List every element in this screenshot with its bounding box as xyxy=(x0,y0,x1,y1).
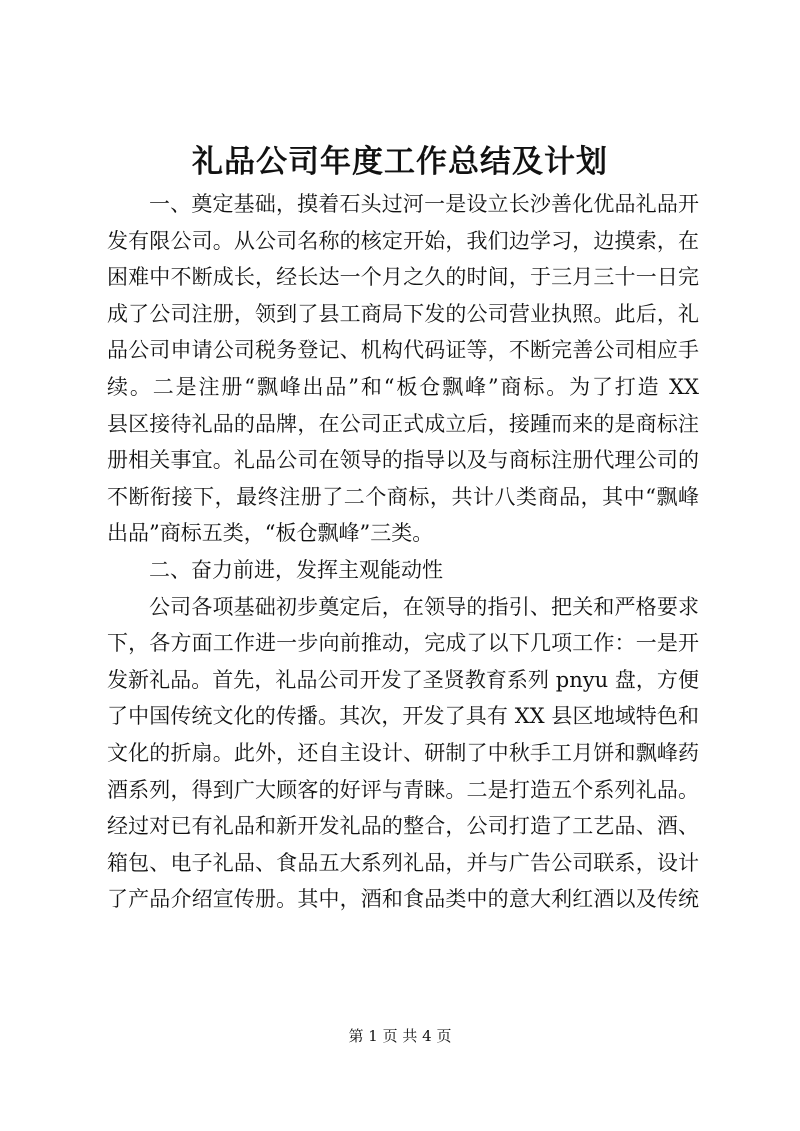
paragraph-line: 一、奠定基础，摸着石头过河一是设立长沙善化优品礼品开 xyxy=(149,192,699,216)
paragraph-line: 发新礼品。首先，礼品公司开发了圣贤教育系列 pnyu 盘，方便 xyxy=(107,667,699,692)
paragraph-line: 成了公司注册，领到了县工商局下发的公司营业执照。此后，礼 xyxy=(107,301,699,326)
paragraph-line: 酒系列，得到广大顾客的好评与青睐。二是打造五个系列礼品。 xyxy=(107,777,699,802)
paragraph-line: 困难中不断成长，经长达一个月之久的时间，于三月三十一日完 xyxy=(107,265,699,290)
paragraph-line: 发有限公司。从公司名称的核定开始，我们边学习，边摸索，在 xyxy=(107,228,699,253)
paragraph-line: 了产品介绍宣传册。其中，酒和食品类中的意大利红酒以及传统 xyxy=(107,887,699,912)
paragraph-line: 箱包、电子礼品、食品五大系列礼品，并与广告公司联系，设计 xyxy=(107,850,699,875)
paragraph-line: 经过对已有礼品和新开发礼品的整合，公司打造了工艺品、酒、 xyxy=(107,814,699,839)
paragraph-line: 文化的折扇。此外，还自主设计、研制了中秋手工月饼和飘峰药 xyxy=(107,740,699,765)
paragraph-line: 下，各方面工作进一步向前推动，完成了以下几项工作：一是开 xyxy=(107,631,699,656)
section-heading: 二、奋力前进，发挥主观能动性 xyxy=(149,557,443,582)
paragraph-line: 出品”商标五类，“板仓飘峰”三类。 xyxy=(107,521,434,546)
page-number-footer: 第 1 页 共 4 页 xyxy=(348,1027,452,1045)
paragraph-line: 公司各项基础初步奠定后，在领导的指引、把关和严格要求 xyxy=(149,594,699,619)
paragraph-line: 续。二是注册“飘峰出品”和“板仓飘峰”商标。为了打造 XX xyxy=(107,374,699,399)
paragraph-line: 了中国传统文化的传播。其次，开发了具有 XX 县区地域特色和 xyxy=(107,704,699,729)
paragraph-line: 册相关事宜。礼品公司在领导的指导以及与商标注册代理公司的 xyxy=(107,448,699,473)
paragraph-line: 品公司申请公司税务登记、机构代码证等，不断完善公司相应手 xyxy=(107,338,699,363)
page-title: 礼品公司年度工作总结及计划 xyxy=(192,144,608,180)
document-body xyxy=(107,186,699,918)
paragraph-line: 县区接待礼品的品牌，在公司正式成立后，接踵而来的是商标注 xyxy=(107,411,699,436)
paragraph-line: 不断衔接下，最终注册了二个商标，共计八类商品，其中“飘峰 xyxy=(107,484,699,509)
